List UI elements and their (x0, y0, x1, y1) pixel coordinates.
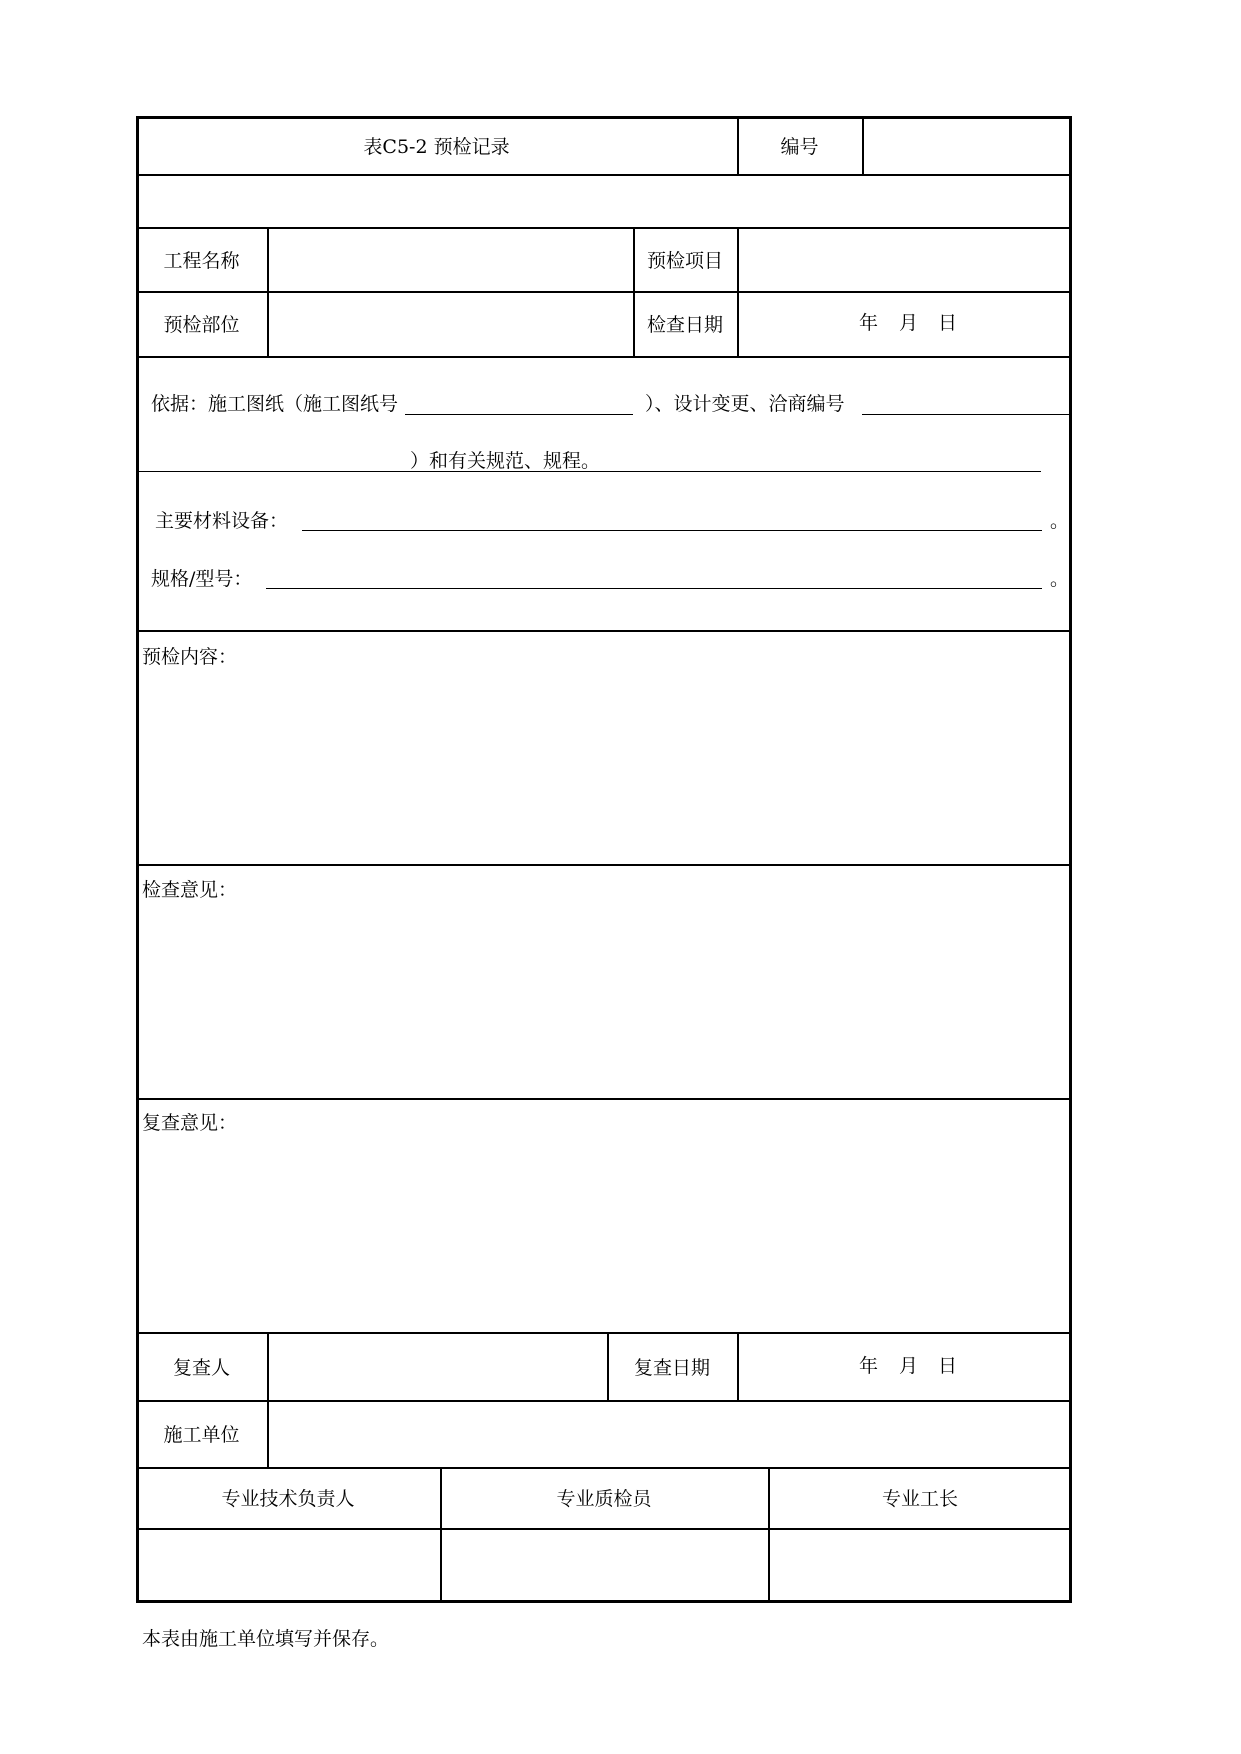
check-date-month: 月 (899, 312, 919, 334)
basis-suffix: ）和有关规范、规程。 (410, 450, 601, 472)
spec-model-underline (266, 588, 1042, 589)
inspection-item-field[interactable] (737, 227, 1072, 291)
main-materials-underline (302, 530, 1042, 531)
recheck-date-field[interactable] (737, 1332, 1072, 1400)
main-materials-field[interactable] (302, 506, 1042, 530)
rechecker-field[interactable] (267, 1332, 607, 1400)
main-materials-end: 。 (1050, 510, 1070, 532)
tech-lead-label: 专业技术负责人 (221, 1488, 355, 1510)
check-date-label: 检查日期 (646, 314, 723, 336)
spec-model-label: 规格/型号： (151, 568, 253, 590)
recheck-opinion-area[interactable] (142, 1140, 1066, 1326)
main-materials-label: 主要材料设备： (155, 510, 289, 532)
spec-model-end: 。 (1050, 568, 1070, 590)
change-number-field[interactable] (862, 390, 1072, 414)
recheck-date-day: 日 (938, 1355, 958, 1377)
tech-lead-signature[interactable] (136, 1528, 440, 1603)
drawing-number-field[interactable] (405, 390, 633, 414)
construction-unit-label: 施工单位 (163, 1424, 240, 1446)
inspection-item-label: 预检项目 (646, 249, 723, 272)
footer-note: 本表由施工单位填写并保存。 (142, 1628, 390, 1650)
recheck-date-label: 复查日期 (633, 1356, 710, 1379)
inspection-opinion-label: 检查意见： (142, 879, 238, 901)
drawing-number-underline (405, 414, 633, 415)
basis-middle: ）、设计变更、洽商编号 (645, 393, 845, 415)
divider-basis (136, 356, 1072, 358)
basis-prefix: 依据：施工图纸（施工图纸号 (151, 393, 399, 415)
number-label: 编号 (780, 135, 819, 158)
check-date-field[interactable] (737, 291, 1072, 356)
inspection-opinion-area[interactable] (142, 906, 1066, 1092)
number-field[interactable] (862, 116, 1072, 174)
foreman-signature[interactable] (768, 1528, 1072, 1603)
recheck-opinion-label: 复查意见： (142, 1112, 238, 1134)
check-date-year: 年 (859, 312, 879, 334)
precheck-content-area[interactable] (142, 672, 1066, 858)
check-date-day: 日 (938, 312, 958, 334)
divider-opinion (136, 864, 1072, 866)
project-name-label: 工程名称 (163, 249, 240, 272)
divider-content (136, 630, 1072, 632)
quality-inspector-signature[interactable] (440, 1528, 768, 1603)
precheck-content-label: 预检内容： (142, 646, 238, 668)
construction-unit-field[interactable] (267, 1400, 1072, 1467)
project-name-field[interactable] (267, 227, 633, 291)
divider-recheck (136, 1098, 1072, 1100)
inspection-location-label: 预检部位 (163, 314, 240, 336)
rechecker-label: 复查人 (172, 1356, 230, 1379)
inspection-location-field[interactable] (267, 291, 633, 356)
spec-model-field[interactable] (266, 564, 1042, 588)
form-title: 表C5-2 预检记录 (363, 135, 510, 158)
recheck-date-year: 年 (859, 1355, 879, 1377)
quality-inspector-label: 专业质检员 (556, 1488, 652, 1510)
change-number-underline (862, 414, 1072, 415)
foreman-label: 专业工长 (881, 1488, 958, 1510)
recheck-date-month: 月 (899, 1355, 919, 1377)
blank-row (136, 174, 1072, 227)
